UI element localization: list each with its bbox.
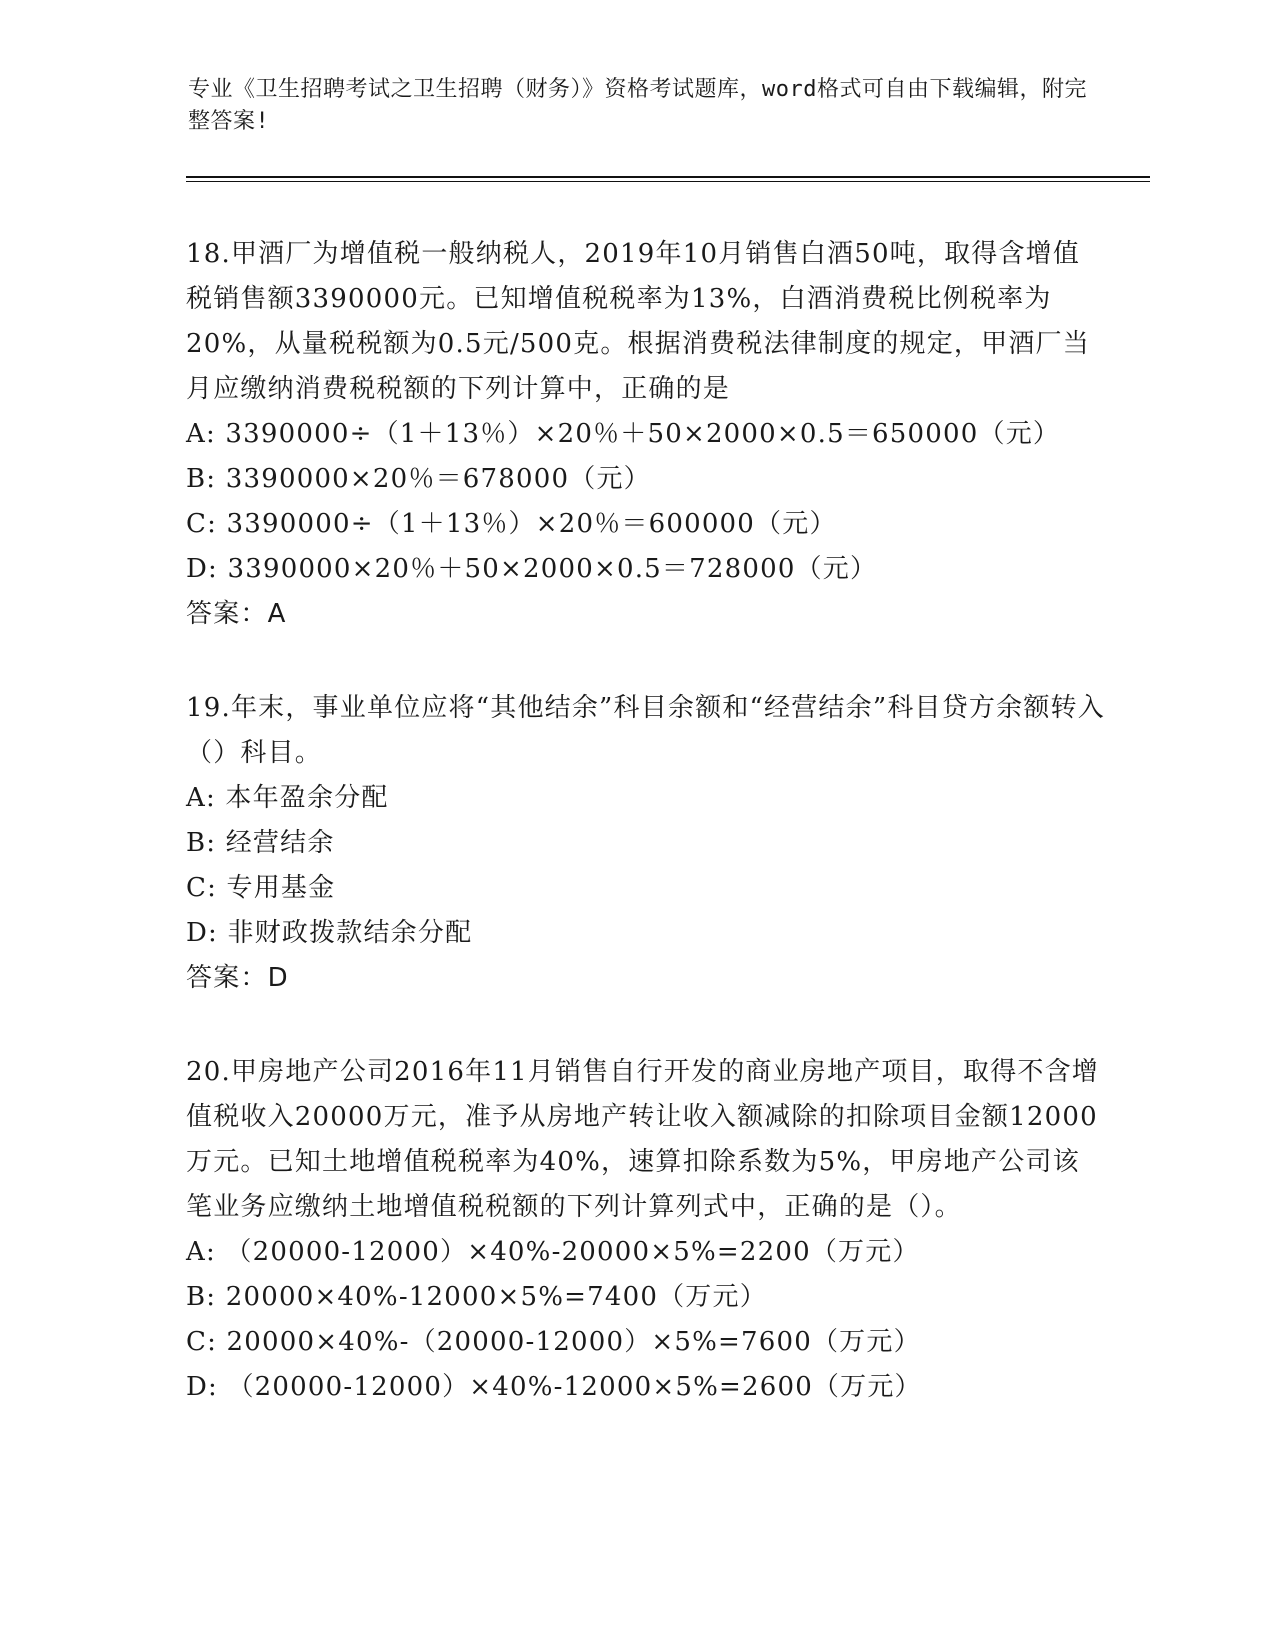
question-18 <box>186 232 1106 637</box>
option-b: B: 20000×40%-12000×5%=7400（万元） <box>186 1282 767 1312</box>
option-d: D: 非财政拨款结余分配 <box>186 918 473 948</box>
option-a: A: （20000-12000）×40%-20000×5%=2200（万元） <box>186 1237 920 1267</box>
answer-label: 答案：D <box>186 963 289 993</box>
answer-label: 答案：A <box>186 599 287 629</box>
option-c: C: 3390000÷（1＋13％）×20％＝600000（元） <box>186 509 837 539</box>
option-a: A: 本年盈余分配 <box>186 783 389 813</box>
option-c: C: 20000×40%-（20000-12000）×5%=7600（万元） <box>186 1327 921 1357</box>
question-stem: 19.年末，事业单位应将“其他结余”科目余额和“经营结余”科目贷方余额转入（）科目。 <box>186 693 1105 768</box>
option-b: B: 3390000×20％＝678000（元） <box>186 464 651 494</box>
header-divider-thin <box>186 181 1150 182</box>
question-stem: 18.甲酒厂为增值税一般纳税人，2019年10月销售白酒50吨，取得含增值税销售额3390000元。已知增值税税率为13%，白酒消费税比例税率为20%，从量税税额为0.5元/500克。根据消费税法律制度的规定，甲酒厂当月应缴纳消费税税额的下列计算中，正确的是 <box>186 239 1090 404</box>
question-20 <box>186 1050 1106 1410</box>
document-header: 专业《卫生招聘考试之卫生招聘（财务）》资格考试题库，word格式可自由下载编辑，附完整答案! <box>188 77 1087 134</box>
option-b: B: 经营结余 <box>186 828 335 858</box>
option-d: D: 3390000×20％＋50×2000×0.5＝728000（元） <box>186 554 878 584</box>
option-d: D: （20000-12000）×40%-12000×5%=2600（万元） <box>186 1372 922 1402</box>
option-c: C: 专用基金 <box>186 873 336 903</box>
header-divider-thick <box>186 176 1150 178</box>
option-a: A: 3390000÷（1＋13％）×20％＋50×2000×0.5＝650000（元） <box>186 419 1061 449</box>
question-stem: 20.甲房地产公司2016年11月销售自行开发的商业房地产项目，取得不含增值税收入20000万元，准予从房地产转让收入额减除的扣除项目金额12000万元。已知土地增值税税率为40%，速算扣除系数为5%，甲房地产公司该笔业务应缴纳土地增值税税额的下列计算列式中，正确的是（）。 <box>186 1057 1100 1222</box>
question-19 <box>186 686 1106 1001</box>
